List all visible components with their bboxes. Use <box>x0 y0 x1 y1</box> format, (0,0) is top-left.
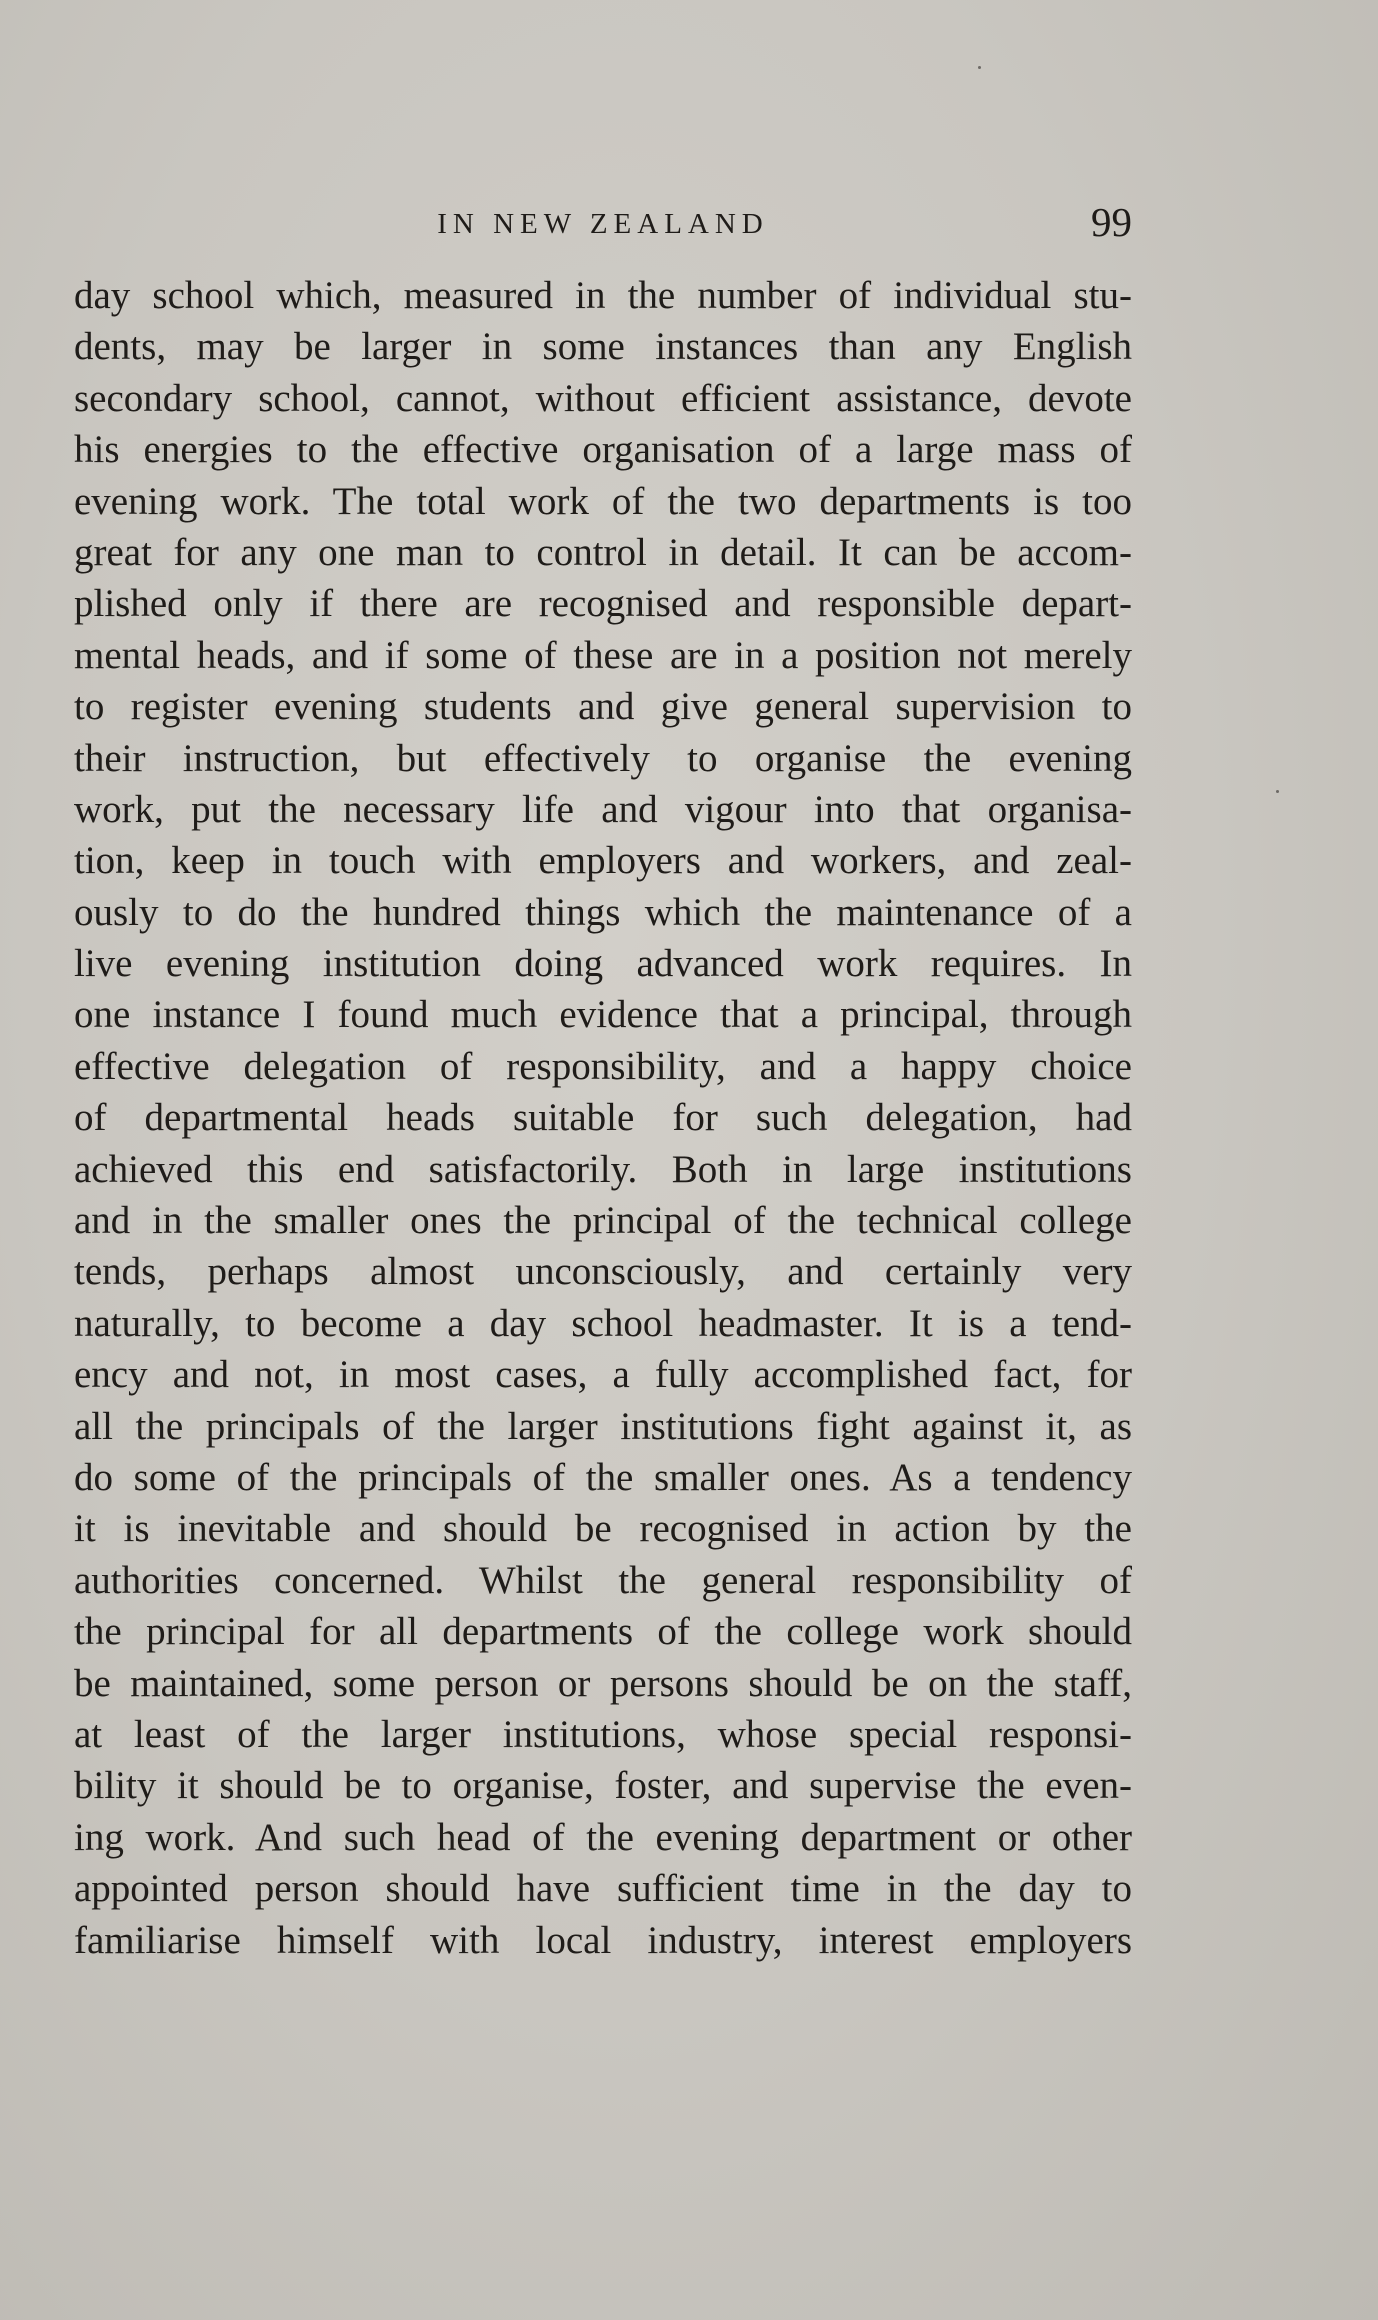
page-number: 99 <box>1091 199 1132 245</box>
text-line: ency and not, in most cases, a fully accomplished fact, for <box>74 1353 1132 1397</box>
text-line: the principal for all departments of the college work should <box>74 1610 1132 1654</box>
paper-speck <box>1276 790 1279 793</box>
text-line: his energies to the effective organisation of a large mass of <box>74 428 1132 472</box>
text-line: at least of the larger institutions, whose special responsi- <box>74 1712 1132 1756</box>
body-text <box>74 270 1132 1966</box>
text-line: of departmental heads suitable for such delegation, had <box>74 1096 1132 1140</box>
text-line: be maintained, some person or persons should be on the staff, <box>74 1661 1132 1705</box>
text-line: tion, keep in touch with employers and workers, and zeal- <box>74 839 1132 883</box>
text-line: their instruction, but effectively to organise the evening <box>74 736 1132 780</box>
text-line: work, put the necessary life and vigour into that organisa- <box>74 787 1132 831</box>
text-line: effective delegation of responsibility, and a happy choice <box>74 1044 1132 1088</box>
text-line: and in the smaller ones the principal of the technical college <box>74 1199 1132 1243</box>
text-line: live evening institution doing advanced work requires. In <box>74 942 1132 986</box>
text-line: do some of the principals of the smaller ones. As a tendency <box>74 1455 1132 1499</box>
text-line: ously to do the hundred things which the maintenance of a <box>74 890 1132 934</box>
text-line: one instance I found much evidence that a principal, through <box>74 993 1132 1037</box>
text-line: tends, perhaps almost unconsciously, and certainly very <box>74 1250 1132 1294</box>
text-line: achieved this end satisfactorily. Both in large institutions <box>74 1147 1132 1191</box>
text-line: all the principals of the larger institutions fight against it, as <box>74 1404 1132 1448</box>
text-line: day school which, measured in the number of individual stu- <box>74 274 1132 317</box>
text-line: evening work. The total work of the two departments is too <box>74 479 1132 523</box>
text-line: to register evening students and give general supervision to <box>74 685 1132 729</box>
text-line: it is inevitable and should be recognised in action by the <box>74 1507 1132 1551</box>
text-line: ing work. And such head of the evening department or other <box>74 1815 1132 1859</box>
paper-speck <box>978 66 981 69</box>
text-line: naturally, to become a day school headmaster. It is a tend- <box>74 1301 1132 1345</box>
text-line: bility it should be to organise, foster, and supervise the even- <box>74 1764 1132 1808</box>
text-line: familiarise himself with local industry, interest employers <box>74 1918 1132 1962</box>
running-title: IN NEW ZEALAND <box>437 208 769 240</box>
text-line: great for any one man to control in detail. It can be accom- <box>74 530 1132 574</box>
text-line: appointed person should have sufficient time in the day to <box>74 1867 1132 1911</box>
text-line: authorities concerned. Whilst the general responsibility of <box>74 1558 1132 1602</box>
text-line: plished only if there are recognised and responsible depart- <box>74 582 1132 626</box>
text-line: dents, may be larger in some instances than any English <box>74 325 1132 369</box>
text-line: mental heads, and if some of these are in a position not merely <box>74 633 1132 677</box>
text-line: secondary school, cannot, without efficient assistance, devote <box>74 376 1132 420</box>
running-head <box>74 200 1132 260</box>
